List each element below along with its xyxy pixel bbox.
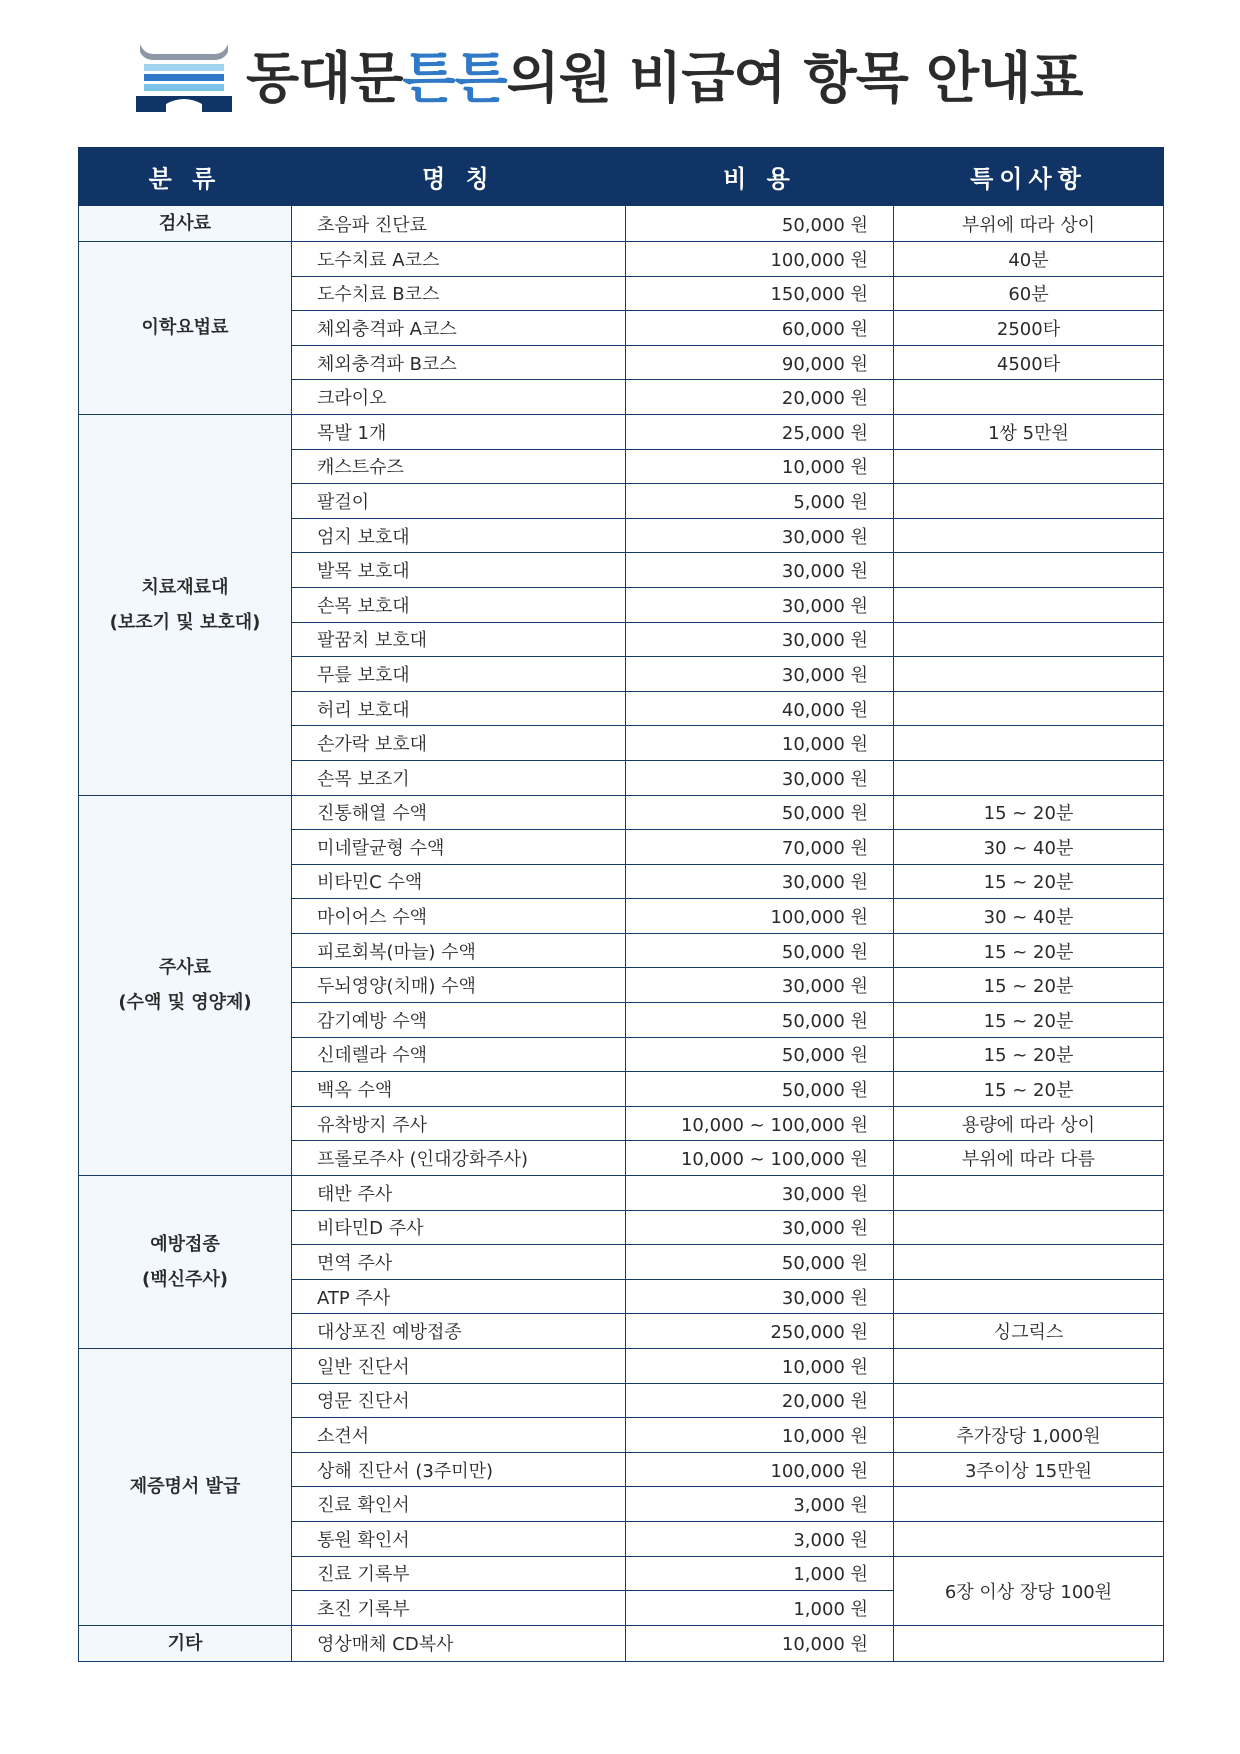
item-name: 신데렐라 수액: [292, 1037, 626, 1072]
item-price: 40,000 원: [626, 691, 894, 726]
header-price: 비 용: [626, 148, 894, 206]
item-note: 1쌍 5만원: [894, 414, 1164, 449]
item-price: 25,000 원: [626, 414, 894, 449]
header-category: 분 류: [79, 148, 292, 206]
item-note: 부위에 따라 다름: [894, 1141, 1164, 1176]
table-row: [79, 242, 1164, 277]
item-name: 발목 보호대: [292, 553, 626, 588]
item-name: 백옥 수액: [292, 1072, 626, 1107]
item-price: 70,000 원: [626, 830, 894, 865]
category-label: 검사료: [79, 206, 292, 242]
fee-table: [78, 147, 1164, 1662]
item-price: 10,000 원: [626, 1418, 894, 1453]
item-price: 3,000 원: [626, 1521, 894, 1556]
item-name: 캐스트슈즈: [292, 449, 626, 484]
item-name: 체외충격파 A코스: [292, 311, 626, 346]
item-price: 250,000 원: [626, 1314, 894, 1349]
item-name: 팔걸이: [292, 484, 626, 519]
item-name: 미네랄균형 수액: [292, 830, 626, 865]
item-name: 손가락 보호대: [292, 726, 626, 761]
item-price: 10,000 ~ 100,000 원: [626, 1141, 894, 1176]
item-note: 30 ~ 40분: [894, 899, 1164, 934]
item-name: 마이어스 수액: [292, 899, 626, 934]
fee-table-body: [79, 206, 1164, 1662]
item-price: 100,000 원: [626, 1452, 894, 1487]
item-price: 50,000 원: [626, 1037, 894, 1072]
table-row: [79, 206, 1164, 242]
item-price: 1,000 원: [626, 1556, 894, 1591]
item-note: 부위에 따라 상이: [894, 206, 1164, 242]
item-name: 체외충격파 B코스: [292, 345, 626, 380]
item-note: [894, 1521, 1164, 1556]
dongdaemun-gate-logo-icon: [134, 42, 234, 114]
item-note: [894, 1210, 1164, 1245]
item-price: 5,000 원: [626, 484, 894, 519]
item-note: 15 ~ 20분: [894, 933, 1164, 968]
item-note: [894, 1279, 1164, 1314]
item-name: 허리 보호대: [292, 691, 626, 726]
item-name: 상해 진단서 (3주미만): [292, 1452, 626, 1487]
item-note: [894, 1625, 1164, 1661]
table-row: [79, 1349, 1164, 1384]
item-name: 진료 기록부: [292, 1556, 626, 1591]
item-note: [894, 622, 1164, 657]
item-note: 2500타: [894, 311, 1164, 346]
item-name: 일반 진단서: [292, 1349, 626, 1384]
item-price: 50,000 원: [626, 795, 894, 830]
item-price: 3,000 원: [626, 1487, 894, 1522]
category-label: 주사료 (수액 및 영양제): [79, 795, 292, 1176]
item-price: 50,000 원: [626, 933, 894, 968]
item-name: 도수치료 A코스: [292, 242, 626, 277]
item-note: 30 ~ 40분: [894, 830, 1164, 865]
item-price: 10,000 원: [626, 449, 894, 484]
item-price: 30,000 원: [626, 864, 894, 899]
header-name: 명 칭: [292, 148, 626, 206]
item-name: 태반 주사: [292, 1176, 626, 1211]
item-note: [894, 587, 1164, 622]
item-name: 면역 주사: [292, 1245, 626, 1280]
item-note: [894, 1487, 1164, 1522]
item-note: 15 ~ 20분: [894, 1003, 1164, 1038]
item-note: [894, 760, 1164, 795]
item-name: 목발 1개: [292, 414, 626, 449]
page-header: [0, 0, 1240, 150]
table-row: [79, 414, 1164, 449]
item-name: 영상매체 CD복사: [292, 1625, 626, 1661]
item-note: 15 ~ 20분: [894, 1037, 1164, 1072]
item-note: [894, 518, 1164, 553]
item-price: 90,000 원: [626, 345, 894, 380]
item-note: [894, 553, 1164, 588]
item-name: 진통해열 수액: [292, 795, 626, 830]
item-price: 30,000 원: [626, 657, 894, 692]
item-price: 30,000 원: [626, 518, 894, 553]
item-name: 영문 진단서: [292, 1383, 626, 1418]
item-name: 감기예방 수액: [292, 1003, 626, 1038]
item-note: [894, 1349, 1164, 1384]
item-price: 30,000 원: [626, 553, 894, 588]
item-note: 싱그릭스: [894, 1314, 1164, 1349]
item-note: 6장 이상 장당 100원: [894, 1556, 1164, 1625]
category-label: 이학요법료: [79, 242, 292, 415]
header-note: 특이사항: [894, 148, 1164, 206]
item-name: 진료 확인서: [292, 1487, 626, 1522]
item-price: 60,000 원: [626, 311, 894, 346]
item-price: 30,000 원: [626, 1210, 894, 1245]
item-note: 용량에 따라 상이: [894, 1106, 1164, 1141]
item-note: 15 ~ 20분: [894, 864, 1164, 899]
page-title: 동대문튼튼의원 비급여 항목 안내표: [246, 46, 1083, 110]
item-price: 1,000 원: [626, 1591, 894, 1626]
item-price: 50,000 원: [626, 1245, 894, 1280]
item-price: 20,000 원: [626, 1383, 894, 1418]
item-price: 10,000 원: [626, 1625, 894, 1661]
item-name: 소견서: [292, 1418, 626, 1453]
item-name: 초음파 진단료: [292, 206, 626, 242]
item-note: [894, 1383, 1164, 1418]
item-price: 150,000 원: [626, 276, 894, 311]
item-note: 4500타: [894, 345, 1164, 380]
item-price: 30,000 원: [626, 760, 894, 795]
item-name: 유착방지 주사: [292, 1106, 626, 1141]
item-name: 팔꿈치 보호대: [292, 622, 626, 657]
item-name: 손목 보조기: [292, 760, 626, 795]
item-name: 손목 보호대: [292, 587, 626, 622]
item-note: 15 ~ 20분: [894, 1072, 1164, 1107]
table-header-row: [79, 148, 1164, 206]
item-name: 비타민C 수액: [292, 864, 626, 899]
item-price: 30,000 원: [626, 587, 894, 622]
item-name: 비타민D 주사: [292, 1210, 626, 1245]
item-price: 30,000 원: [626, 968, 894, 1003]
item-price: 10,000 원: [626, 726, 894, 761]
table-row: [79, 795, 1164, 830]
item-name: 두뇌영양(치매) 수액: [292, 968, 626, 1003]
item-note: 40분: [894, 242, 1164, 277]
item-note: [894, 1245, 1164, 1280]
item-name: 도수치료 B코스: [292, 276, 626, 311]
item-name: 엄지 보호대: [292, 518, 626, 553]
item-price: 30,000 원: [626, 1279, 894, 1314]
item-price: 50,000 원: [626, 1072, 894, 1107]
category-label: 기타: [79, 1625, 292, 1661]
item-note: [894, 380, 1164, 415]
item-name: 대상포진 예방접종: [292, 1314, 626, 1349]
item-name: ATP 주사: [292, 1279, 626, 1314]
table-row: [79, 1625, 1164, 1661]
item-name: 무릎 보호대: [292, 657, 626, 692]
category-label: 제증명서 발급: [79, 1349, 292, 1626]
item-name: 피로회복(마늘) 수액: [292, 933, 626, 968]
item-note: [894, 449, 1164, 484]
table-row: [79, 1176, 1164, 1211]
item-note: [894, 657, 1164, 692]
item-price: 30,000 원: [626, 622, 894, 657]
item-name: 통원 확인서: [292, 1521, 626, 1556]
item-price: 100,000 원: [626, 242, 894, 277]
item-note: [894, 1176, 1164, 1211]
item-price: 10,000 ~ 100,000 원: [626, 1106, 894, 1141]
item-name: 크라이오: [292, 380, 626, 415]
category-label: 치료재료대 (보조기 및 보호대): [79, 414, 292, 795]
item-note: [894, 691, 1164, 726]
item-note: [894, 726, 1164, 761]
item-note: 15 ~ 20분: [894, 968, 1164, 1003]
item-note: 추가장당 1,000원: [894, 1418, 1164, 1453]
item-note: [894, 484, 1164, 519]
item-note: 3주이상 15만원: [894, 1452, 1164, 1487]
item-price: 50,000 원: [626, 1003, 894, 1038]
item-name: 초진 기록부: [292, 1591, 626, 1626]
item-note: 60분: [894, 276, 1164, 311]
item-price: 30,000 원: [626, 1176, 894, 1211]
category-label: 예방접종 (백신주사): [79, 1176, 292, 1349]
item-note: 15 ~ 20분: [894, 795, 1164, 830]
item-name: 프롤로주사 (인대강화주사): [292, 1141, 626, 1176]
item-price: 50,000 원: [626, 206, 894, 242]
item-price: 20,000 원: [626, 380, 894, 415]
item-price: 100,000 원: [626, 899, 894, 934]
item-price: 10,000 원: [626, 1349, 894, 1384]
